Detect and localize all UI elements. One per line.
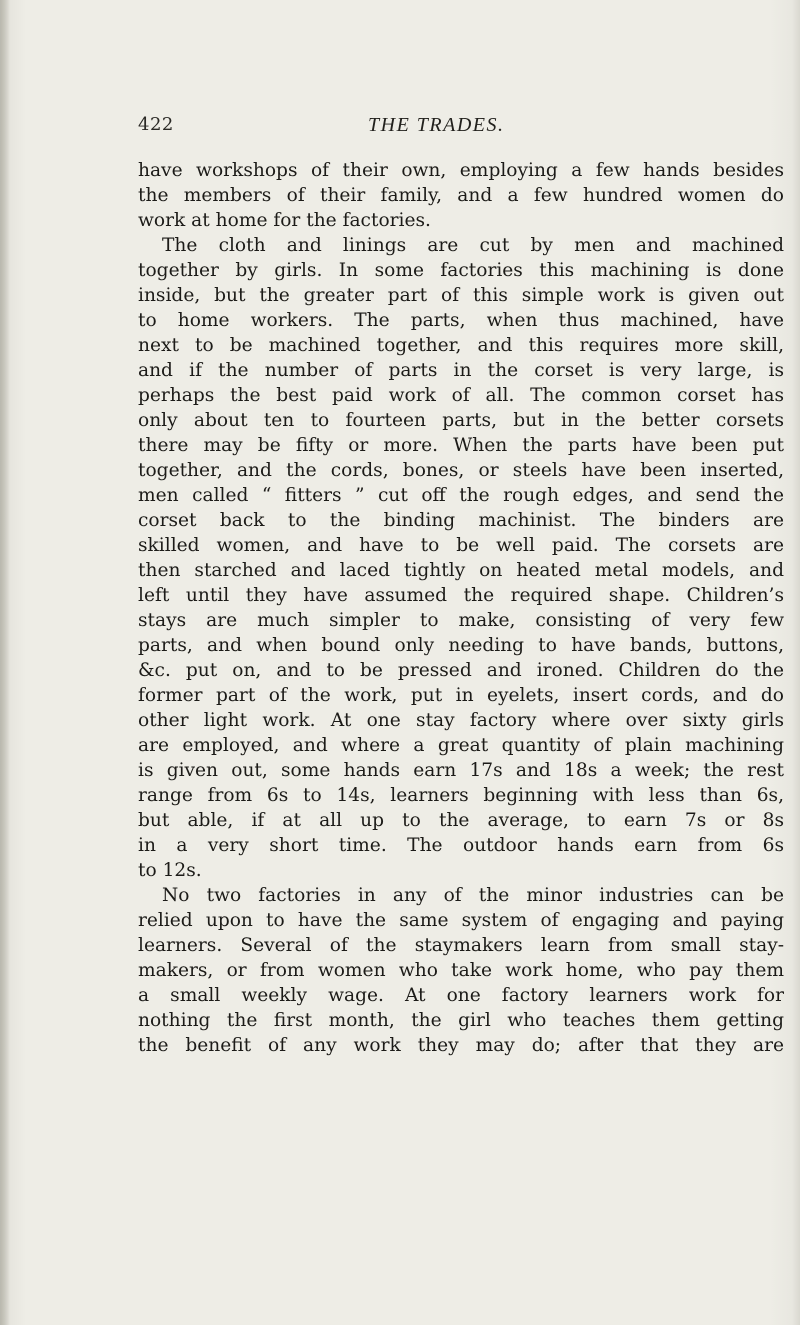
text-line: a small weekly wage. At one factory learners work for: [138, 985, 784, 1006]
page-number: 422: [138, 114, 174, 135]
text-line: men called “ fitters ” cut off the rough edges, and send the: [138, 485, 784, 506]
text-line: relied upon to have the same system of engaging and paying: [138, 910, 784, 931]
text-line: corset back to the binding machinist. The binders are: [138, 510, 784, 531]
text-line: work at home for the factories.: [138, 210, 431, 231]
text-line: nothing the first month, the girl who teaches them getting: [138, 1010, 784, 1031]
text-line: makers, or from women who take work home, who pay them: [138, 960, 784, 981]
text-line: inside, but the greater part of this simple work is given out: [138, 285, 784, 306]
text-line: only about ten to fourteen parts, but in the better corsets: [138, 410, 784, 431]
text-line: range from 6s to 14s, learners beginning with less than 6s,: [138, 785, 784, 806]
text-line: The cloth and linings are cut by men and machined: [162, 235, 784, 256]
text-line: the benefit of any work they may do; after that they are: [138, 1035, 784, 1056]
text-line: next to be machined together, and this requires more skill,: [138, 335, 784, 356]
gutter-shadow: [0, 0, 10, 1325]
text-line: to 12s.: [138, 860, 202, 881]
text-line: but able, if at all up to the average, to earn 7s or 8s: [138, 810, 784, 831]
text-line: together by girls. In some factories this machining is done: [138, 260, 784, 281]
text-line: is given out, some hands earn 17s and 18s a week; the rest: [138, 760, 784, 781]
text-line: learners. Several of the staymakers learn from small stay-: [138, 935, 784, 956]
text-line: then starched and laced tightly on heated metal models, and: [138, 560, 784, 581]
text-line: are employed, and where a great quantity of plain machining: [138, 735, 784, 756]
text-line: left until they have assumed the required shape. Children’s: [138, 585, 784, 606]
text-line: No two factories in any of the minor industries can be: [162, 885, 784, 906]
text-line: skilled women, and have to be well paid. The corsets are: [138, 535, 784, 556]
text-line: together, and the cords, bones, or steels have been inserted,: [138, 460, 784, 481]
text-line: stays are much simpler to make, consisting of very few: [138, 610, 784, 631]
text-line: and if the number of parts in the corset is very large, is: [138, 360, 784, 381]
text-line: have workshops of their own, employing a few hands besides: [138, 160, 784, 181]
page-header: [138, 114, 786, 144]
running-head: THE TRADES.: [368, 114, 505, 136]
text-line: &c. put on, and to be pressed and ironed. Children do the: [138, 660, 784, 681]
body-text: [138, 158, 784, 1058]
text-line: other light work. At one stay factory where over sixty girls: [138, 710, 784, 731]
text-line: parts, and when bound only needing to have bands, buttons,: [138, 635, 784, 656]
text-line: there may be fifty or more. When the parts have been put: [138, 435, 784, 456]
text-line: in a very short time. The outdoor hands earn from 6s: [138, 835, 784, 856]
text-line: the members of their family, and a few hundred women do: [138, 185, 784, 206]
text-line: perhaps the best paid work of all. The common corset has: [138, 385, 784, 406]
text-line: to home workers. The parts, when thus machined, have: [138, 310, 784, 331]
text-line: former part of the work, put in eyelets, insert cords, and do: [138, 685, 784, 706]
